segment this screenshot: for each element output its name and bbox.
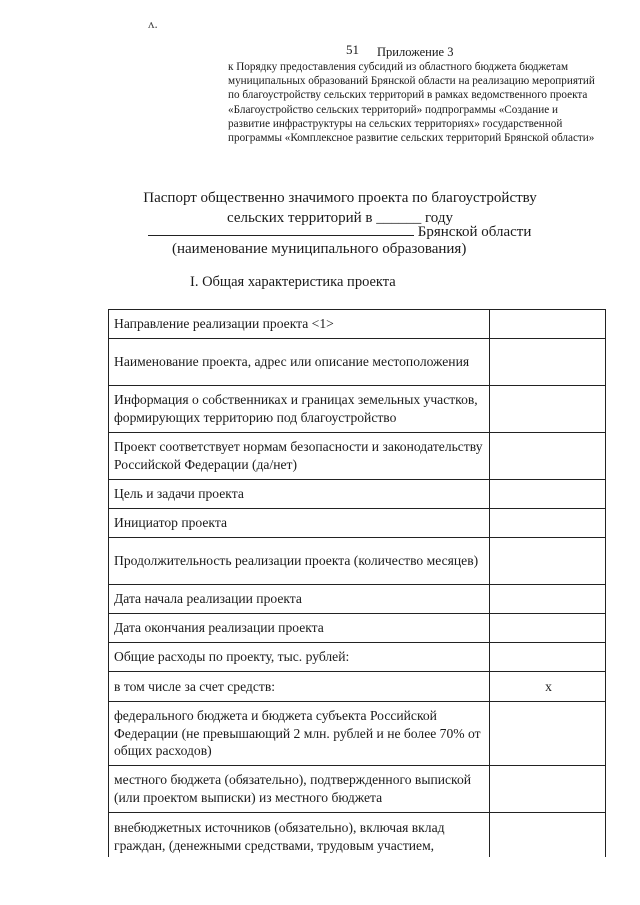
table-row (109, 766, 606, 813)
table-row (109, 386, 606, 433)
region-suffix: Брянской области (417, 224, 532, 240)
table-row (109, 433, 606, 480)
row-label: Инициатор проекта (109, 509, 490, 538)
row-value (490, 433, 606, 480)
appendix-title: Приложение 3 (377, 45, 454, 59)
row-value (490, 766, 606, 813)
row-label: Дата окончания реализации проекта (109, 614, 490, 643)
table-row (109, 813, 606, 857)
row-label: Наименование проекта, адрес или описание местоположения (109, 339, 490, 386)
row-label: Цель и задачи проекта (109, 480, 490, 509)
table-row (109, 310, 606, 339)
row-label: Общие расходы по проекту, тыс. рублей: (109, 643, 490, 672)
project-characteristics-table (108, 309, 606, 857)
row-value (490, 480, 606, 509)
row-value (490, 509, 606, 538)
row-value: x (490, 672, 606, 702)
table-row (109, 538, 606, 585)
page-number: 51 (346, 42, 359, 57)
row-value (490, 310, 606, 339)
table-row (109, 643, 606, 672)
table-row (109, 339, 606, 386)
row-label: местного бюджета (обязательно), подтвержденного выпиской (или проектом выписки) из местного бюджета (109, 766, 490, 813)
row-value (490, 702, 606, 766)
row-label: Дата начала реализации проекта (109, 585, 490, 614)
section-title: I. Общая характеристика проекта (190, 274, 396, 290)
row-label: Продолжительность реализации проекта (количество месяцев) (109, 538, 490, 585)
row-value (490, 386, 606, 433)
municipality-caption: (наименование муниципального образования) (172, 241, 467, 257)
table-row (109, 480, 606, 509)
appendix-description: к Порядку предоставления субсидий из областного бюджета бюджетам муниципальных образований Брянской области на реализацию мероприятий по благоустройству сельских территорий в рамках ведомственного проекта «Благоустройство сельских территорий» подпрограммы «Создание и развитие инфраструктуры на сельских территориях» государственной программы «Комплексное развитие сельских территорий Брянской области» (228, 61, 595, 145)
table-row (109, 672, 606, 702)
passport-title-line1: Паспорт общественно значимого проекта по благоустройству (143, 190, 537, 206)
row-label: Информация о собственниках и границах земельных участков, формирующих территорию под благоустройство (109, 386, 490, 433)
table-row (109, 702, 606, 766)
row-label: федерального бюджета и бюджета субъекта Российской Федерации (не превышающий 2 млн. рублей и не более 70% от общих расходов) (109, 702, 490, 766)
row-label: Направление реализации проекта <1> (109, 310, 490, 339)
row-value (490, 813, 606, 857)
row-value (490, 339, 606, 386)
row-label: внебюджетных источников (обязательно), включая вклад граждан, (денежными средствами, трудовым участием, (109, 813, 490, 857)
municipality-blank (148, 223, 414, 236)
row-label: Проект соответствует нормам безопасности и законодательству Российской Федерации (да/нет) (109, 433, 490, 480)
table-row (109, 509, 606, 538)
row-value (490, 643, 606, 672)
table-row (109, 585, 606, 614)
passport-title-line2: сельских территорий в ______ году (226, 210, 453, 226)
row-value (490, 614, 606, 643)
row-label: в том числе за счет средств: (109, 672, 490, 702)
municipality-line (148, 222, 531, 242)
row-value (490, 585, 606, 614)
row-value (490, 538, 606, 585)
table-row (109, 614, 606, 643)
scan-mark: ʌ. (148, 16, 158, 31)
